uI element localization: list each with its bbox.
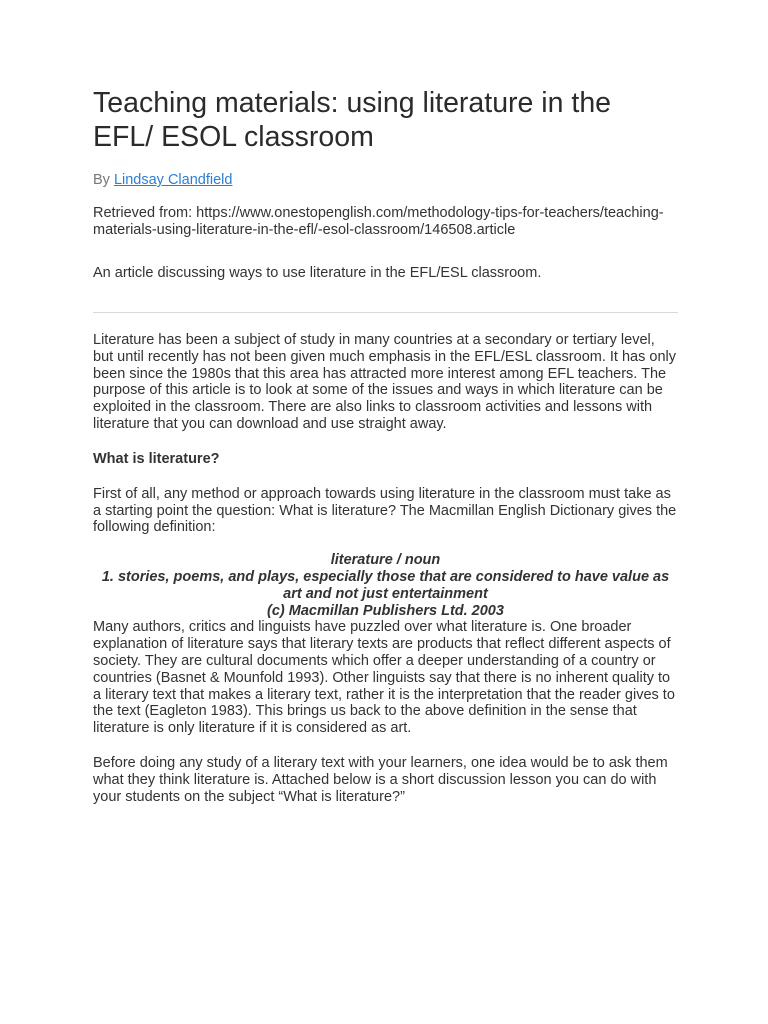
article-body <box>93 86 678 805</box>
explanation-paragraph: Many authors, critics and linguists have puzzled over what literature is. One broader explanation of literature says that literary texts are products that reflect different aspects of society. They are cultural documents which offer a deeper understanding of a country or countries (Basnet & Mounfold 1993). Other linguists say that there is no inherent quality to a literary text that makes a literary text, rather it is the interpretation that the reader gives to the text (Eagleton 1983). This brings us back to the above definition in the sense that literature is only literature if it is considered as art. <box>93 619 675 737</box>
retrieved-from-text: Retrieved from: https://www.onestopenglish.com/methodology-tips-for-teachers/teaching-materials-using-literature-in-the-efl/-esol-classroom/146508.article <box>93 205 664 238</box>
section-heading: What is literature? <box>93 450 220 467</box>
definition-headword: literature / noun <box>330 552 441 569</box>
article-title: Teaching materials: using literature in the EFL/ ESOL classroom <box>93 87 612 153</box>
byline-prefix: By <box>93 172 110 188</box>
article-summary: An article discussing ways to use literature in the EFL/ESL classroom. <box>93 265 542 281</box>
section-divider <box>93 312 678 313</box>
definition-copyright: (c) Macmillan Publishers Ltd. 2003 <box>267 602 504 619</box>
byline <box>93 172 678 189</box>
definition-sense: 1. stories, poems, and plays, especially those that are considered to have value as art and not just entertainment <box>101 568 670 602</box>
dictionary-definition <box>93 552 678 619</box>
intro-paragraph: Literature has been a subject of study in many countries at a secondary or tertiary level, but until recently has not been given much emphasis in the EFL/ESL classroom. It has only been since the 1980s that this area has attracted more interest among EFL teachers. The purpose of this article is to look at some of the issues and ways in which literature can be exploited in the classroom. There are also links to classroom activities and lessons with literature that you can download and use straight away. <box>93 332 676 432</box>
closing-paragraph: Before doing any study of a literary text with your learners, one idea would be to ask them what they think literature is. Attached below is a short discussion lesson you can do with your students on the subject “What is literature?” <box>93 754 668 805</box>
author-link[interactable]: Lindsay Clandfield <box>113 172 233 188</box>
question-paragraph: First of all, any method or approach towards using literature in the classroom must take as a starting point the question: What is literature? The Macmillan English Dictionary gives the following definition: <box>93 485 677 536</box>
